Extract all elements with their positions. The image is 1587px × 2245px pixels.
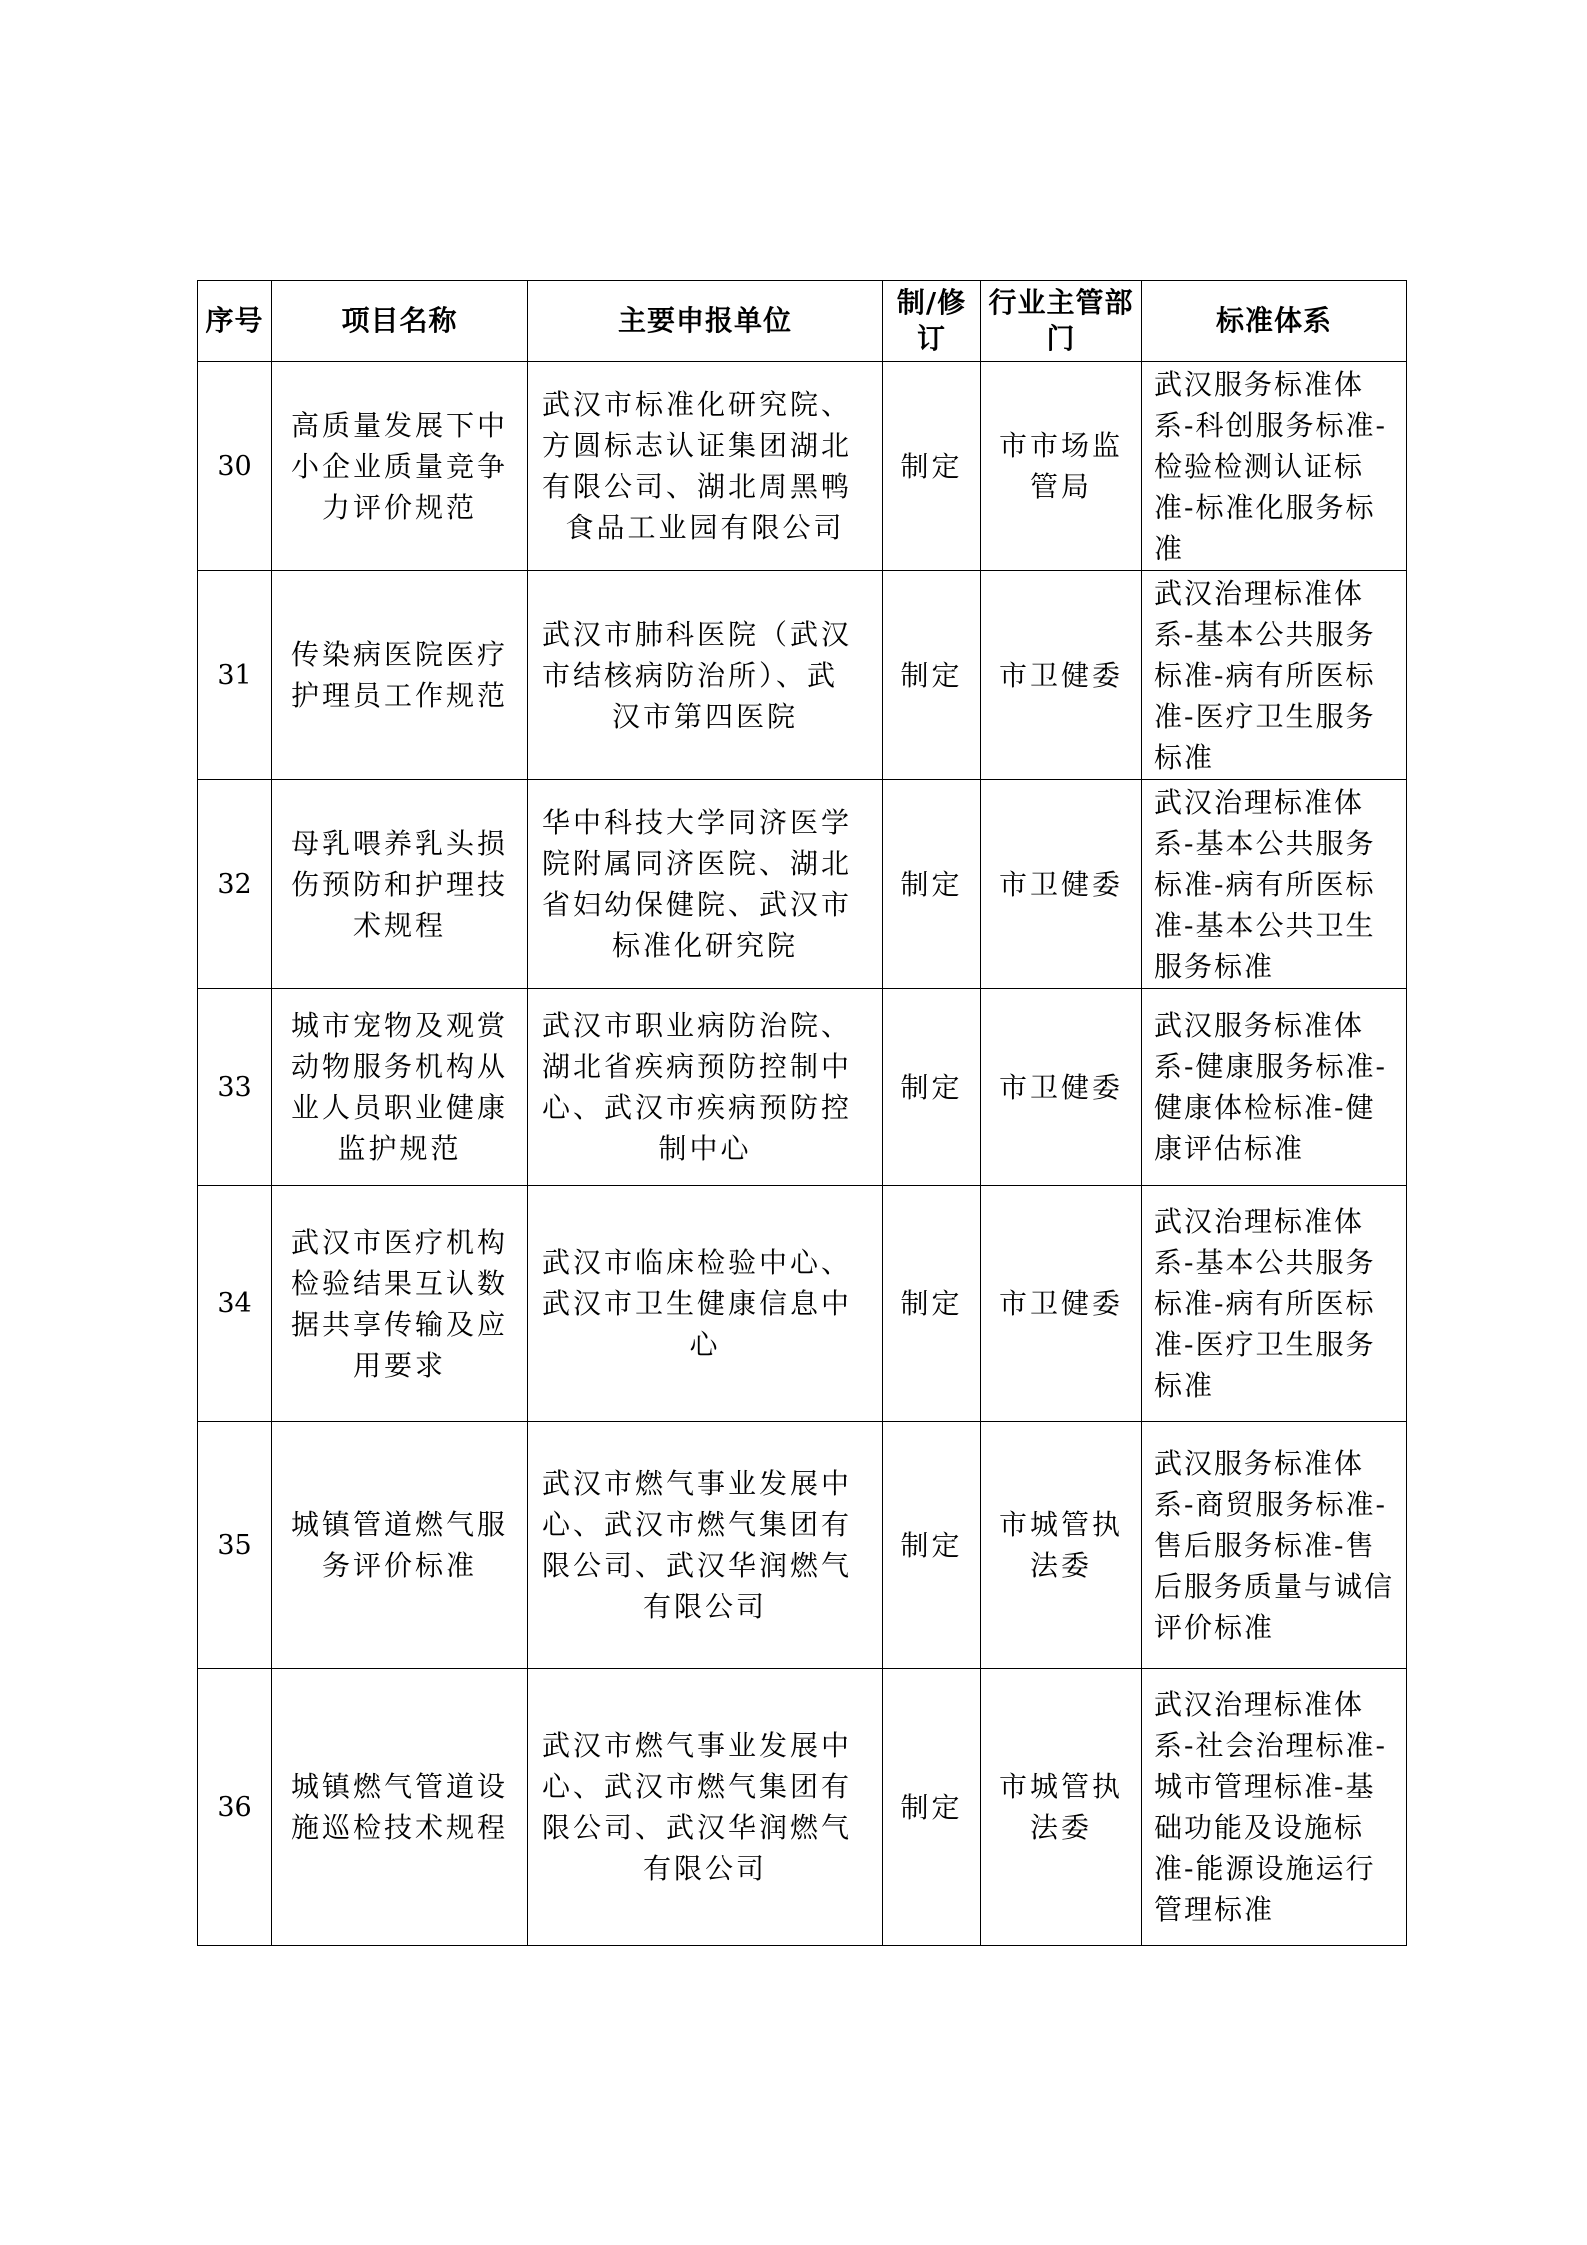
- cell-dept: 市卫健委: [981, 1186, 1142, 1422]
- cell-no: 33: [198, 989, 272, 1186]
- header-unit: 主要申报单位: [528, 281, 883, 362]
- table-row: [198, 362, 1407, 571]
- cell-unit: 武汉市肺科医院（武汉市结核病防治所）、武汉市第四医院: [528, 571, 883, 780]
- cell-no: 32: [198, 780, 272, 989]
- cell-dept: 市卫健委: [981, 571, 1142, 780]
- cell-system: 武汉服务标准体系-健康服务标准-健康体检标准-健康评估标准: [1142, 989, 1407, 1186]
- standards-project-table: [197, 280, 1407, 1946]
- cell-revision: 制定: [883, 1669, 981, 1946]
- cell-revision: 制定: [883, 1186, 981, 1422]
- header-revision: 制/修订: [883, 281, 981, 362]
- cell-dept: 市市场监管局: [981, 362, 1142, 571]
- cell-system: 武汉治理标准体系-基本公共服务标准-病有所医标准-医疗卫生服务标准: [1142, 571, 1407, 780]
- cell-name: 城镇燃气管道设施巡检技术规程: [272, 1669, 528, 1946]
- cell-system: 武汉治理标准体系-基本公共服务标准-病有所医标准-基本公共卫生服务标准: [1142, 780, 1407, 989]
- cell-system: 武汉服务标准体系-科创服务标准-检验检测认证标准-标准化服务标准: [1142, 362, 1407, 571]
- cell-unit: 武汉市临床检验中心、武汉市卫生健康信息中心: [528, 1186, 883, 1422]
- cell-revision: 制定: [883, 1422, 981, 1669]
- cell-revision: 制定: [883, 780, 981, 989]
- table-row: [198, 989, 1407, 1186]
- cell-name: 母乳喂养乳头损伤预防和护理技术规程: [272, 780, 528, 989]
- cell-name: 高质量发展下中小企业质量竞争力评价规范: [272, 362, 528, 571]
- cell-name: 武汉市医疗机构检验结果互认数据共享传输及应用要求: [272, 1186, 528, 1422]
- cell-dept: 市卫健委: [981, 780, 1142, 989]
- table-row: [198, 1186, 1407, 1422]
- cell-dept: 市城管执法委: [981, 1669, 1142, 1946]
- header-system: 标准体系: [1142, 281, 1407, 362]
- table-row: [198, 571, 1407, 780]
- header-name: 项目名称: [272, 281, 528, 362]
- table-row: [198, 1422, 1407, 1669]
- header-no: 序号: [198, 281, 272, 362]
- cell-system: 武汉治理标准体系-社会治理标准-城市管理标准-基础功能及设施标准-能源设施运行管理标准: [1142, 1669, 1407, 1946]
- header-row: [198, 281, 1407, 362]
- cell-revision: 制定: [883, 989, 981, 1186]
- cell-no: 36: [198, 1669, 272, 1946]
- cell-no: 31: [198, 571, 272, 780]
- cell-revision: 制定: [883, 362, 981, 571]
- cell-unit: 武汉市职业病防治院、湖北省疾病预防控制中心、武汉市疾病预防控制中心: [528, 989, 883, 1186]
- cell-name: 城镇管道燃气服务评价标准: [272, 1422, 528, 1669]
- standards-project-table-container: [197, 280, 1406, 1946]
- cell-no: 30: [198, 362, 272, 571]
- cell-dept: 市卫健委: [981, 989, 1142, 1186]
- cell-unit: 华中科技大学同济医学院附属同济医院、湖北省妇幼保健院、武汉市标准化研究院: [528, 780, 883, 989]
- table-row: [198, 1669, 1407, 1946]
- table-row: [198, 780, 1407, 989]
- cell-no: 35: [198, 1422, 272, 1669]
- cell-dept: 市城管执法委: [981, 1422, 1142, 1669]
- header-dept: 行业主管部门: [981, 281, 1142, 362]
- cell-no: 34: [198, 1186, 272, 1422]
- cell-name: 传染病医院医疗护理员工作规范: [272, 571, 528, 780]
- cell-unit: 武汉市标准化研究院、方圆标志认证集团湖北有限公司、湖北周黑鸭食品工业园有限公司: [528, 362, 883, 571]
- cell-unit: 武汉市燃气事业发展中心、武汉市燃气集团有限公司、武汉华润燃气有限公司: [528, 1669, 883, 1946]
- cell-system: 武汉治理标准体系-基本公共服务标准-病有所医标准-医疗卫生服务标准: [1142, 1186, 1407, 1422]
- cell-name: 城市宠物及观赏动物服务机构从业人员职业健康监护规范: [272, 989, 528, 1186]
- cell-system: 武汉服务标准体系-商贸服务标准-售后服务标准-售后服务质量与诚信评价标准: [1142, 1422, 1407, 1669]
- cell-revision: 制定: [883, 571, 981, 780]
- table-body: [198, 362, 1407, 1946]
- cell-unit: 武汉市燃气事业发展中心、武汉市燃气集团有限公司、武汉华润燃气有限公司: [528, 1422, 883, 1669]
- table-header: [198, 281, 1407, 362]
